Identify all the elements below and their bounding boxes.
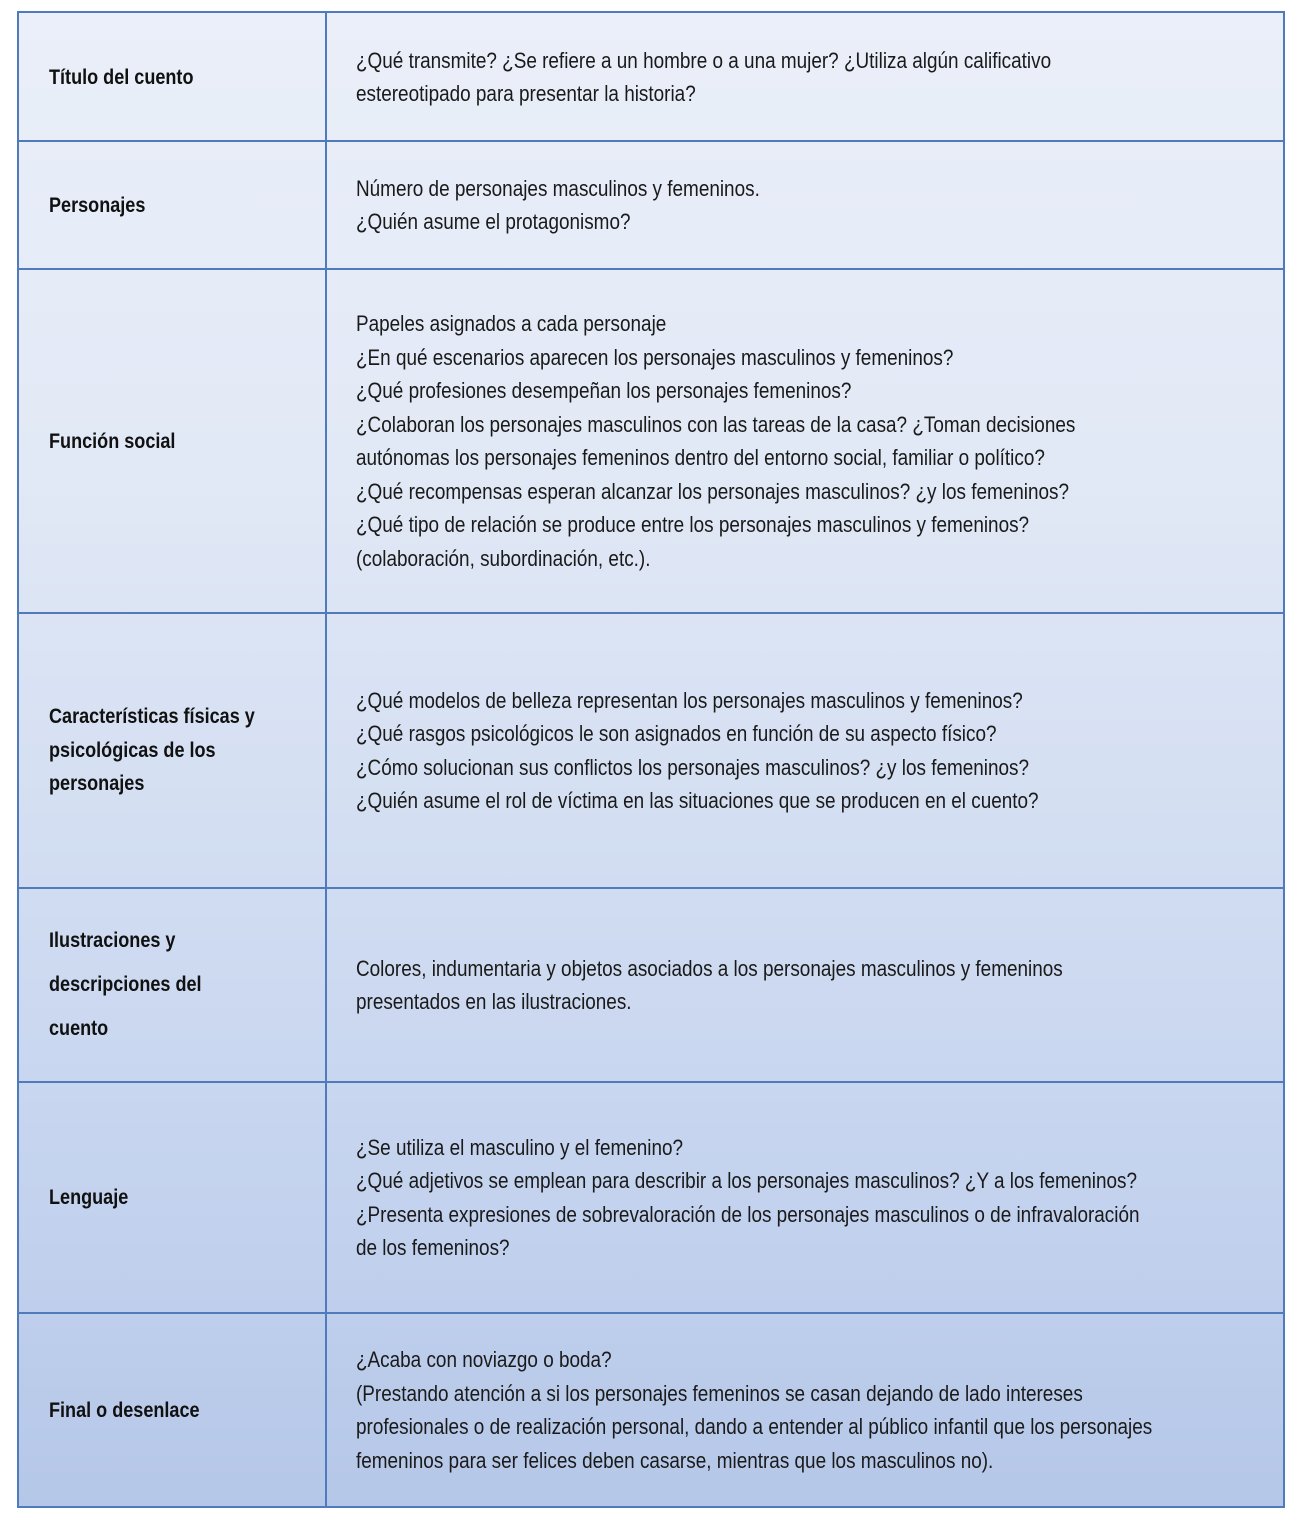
criteria-table (17, 11, 1285, 1508)
row-label: Función social (49, 429, 176, 453)
table-row-final (19, 1312, 1283, 1506)
row-label-cell (19, 1314, 327, 1506)
row-content-cell (327, 614, 1283, 887)
row-label-cell (19, 142, 327, 268)
row-label: Ilustraciones y descripciones del cuento (49, 929, 202, 1040)
row-label: Características físicas y psicológicas de los personajes (49, 705, 255, 796)
row-content: Número de personajes masculinos y femeninos. ¿Quién asume el protagonismo? (356, 175, 760, 234)
row-label-cell (19, 889, 327, 1081)
table-row-lenguaje (19, 1081, 1283, 1312)
row-content-cell (327, 1314, 1283, 1506)
row-label-cell (19, 270, 327, 612)
row-content-cell (327, 13, 1283, 141)
table-row-caracteristicas (19, 612, 1283, 887)
row-content-cell (327, 889, 1283, 1081)
row-content-cell (327, 142, 1283, 268)
row-label-cell (19, 1083, 327, 1312)
row-label: Personajes (49, 193, 146, 217)
row-content: ¿Qué transmite? ¿Se refiere a un hombre o a una mujer? ¿Utiliza algún calificativo estereotipado para presentar la historia? (356, 47, 1052, 106)
row-label: Lenguaje (49, 1186, 129, 1209)
row-content: ¿Acaba con noviazgo o boda? (Prestando atención a si los personajes femeninos se casan dejando de lado intereses profesionales o de realización personal, dando a entender al público infantil que los personajes femeninos para ser felices deben casarse, mientras que los masculinos no). (356, 1347, 1153, 1473)
row-label-cell (19, 614, 327, 887)
row-label: Título del cuento (49, 65, 194, 89)
table-row-funcion-social (19, 268, 1283, 612)
row-content: ¿Qué modelos de belleza representan los personajes masculinos y femeninos? ¿Qué rasgos psicológicos le son asignados en función de su aspecto físico? ¿Cómo solucionan sus conflictos los personajes masculinos? ¿y los femeninos? ¿Quién asume el rol de víctima en las situaciones que se producen en el cuento? (356, 687, 1039, 813)
row-label-cell (19, 13, 327, 141)
table-row-titulo (19, 13, 1283, 141)
table-row-personajes (19, 140, 1283, 268)
row-content: Papeles asignados a cada personaje ¿En qué escenarios aparecen los personajes masculinos y femeninos? ¿Qué profesiones desempeñan los personajes femeninos? ¿Colaboran los personajes masculinos con las tareas de la casa? ¿Toman decisiones autónomas los personajes femeninos dentro del entorno social, familiar o político? ¿Qué recompensas esperan alcanzar los personajes masculinos? ¿y los femeninos? ¿Qué tipo de relación se produce entre los personajes masculinos y femeninos? (colaboración, subordinación, etc.). (356, 311, 1076, 571)
row-content-cell (327, 270, 1283, 612)
row-content: ¿Se utiliza el masculino y el femenino? ¿Qué adjetivos se emplean para describir a los personajes masculinos? ¿Y a los femeninos? ¿Presenta expresiones de sobrevaloración de los personajes masculinos o de infravaloración de los femeninos? (356, 1134, 1140, 1260)
table-row-ilustraciones (19, 887, 1283, 1081)
row-label: Final o desenlace (49, 1398, 200, 1422)
row-content-cell (327, 1083, 1283, 1312)
row-content: Colores, indumentaria y objetos asociados a los personajes masculinos y femeninos presentados en las ilustraciones. (356, 955, 1063, 1014)
